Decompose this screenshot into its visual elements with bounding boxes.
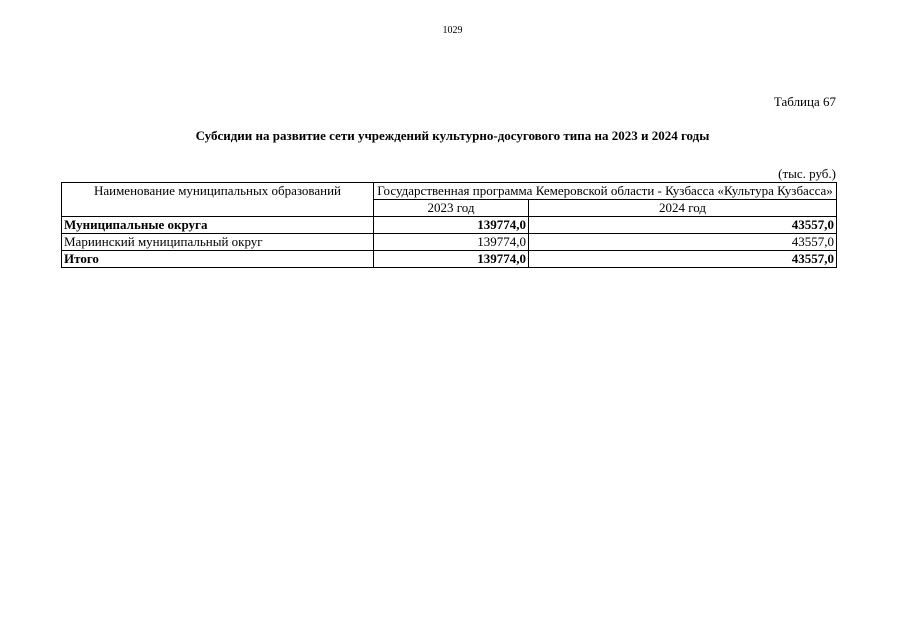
row-name: Итого bbox=[62, 251, 374, 268]
header-year-2024: 2024 год bbox=[529, 200, 837, 217]
row-value-2023: 139774,0 bbox=[374, 251, 529, 268]
row-value-2023: 139774,0 bbox=[374, 234, 529, 251]
table-header-row bbox=[62, 183, 837, 200]
row-value-2023: 139774,0 bbox=[374, 217, 529, 234]
header-year-2023: 2023 год bbox=[374, 200, 529, 217]
row-name: Муниципальные округа bbox=[62, 217, 374, 234]
document-title: Субсидии на развитие сети учреждений культурно-досугового типа на 2023 и 2024 годы bbox=[195, 128, 710, 143]
row-value-2024: 43557,0 bbox=[529, 217, 837, 234]
units-label: (тыс. руб.) bbox=[778, 166, 836, 181]
row-value-2024: 43557,0 bbox=[529, 234, 837, 251]
page-number: 1029 bbox=[442, 25, 463, 36]
table-row bbox=[62, 234, 837, 251]
subsidies-table bbox=[61, 182, 837, 268]
header-program: Государственная программа Кемеровской области - Кузбасса «Культура Кузбасса» bbox=[374, 183, 837, 200]
table-row bbox=[62, 251, 837, 268]
table-label: Таблица 67 bbox=[773, 94, 836, 109]
row-value-2024: 43557,0 bbox=[529, 251, 837, 268]
row-name: Мариинский муниципальный округ bbox=[62, 234, 374, 251]
table-row bbox=[62, 217, 837, 234]
header-municipality: Наименование муниципальных образований bbox=[62, 183, 374, 217]
